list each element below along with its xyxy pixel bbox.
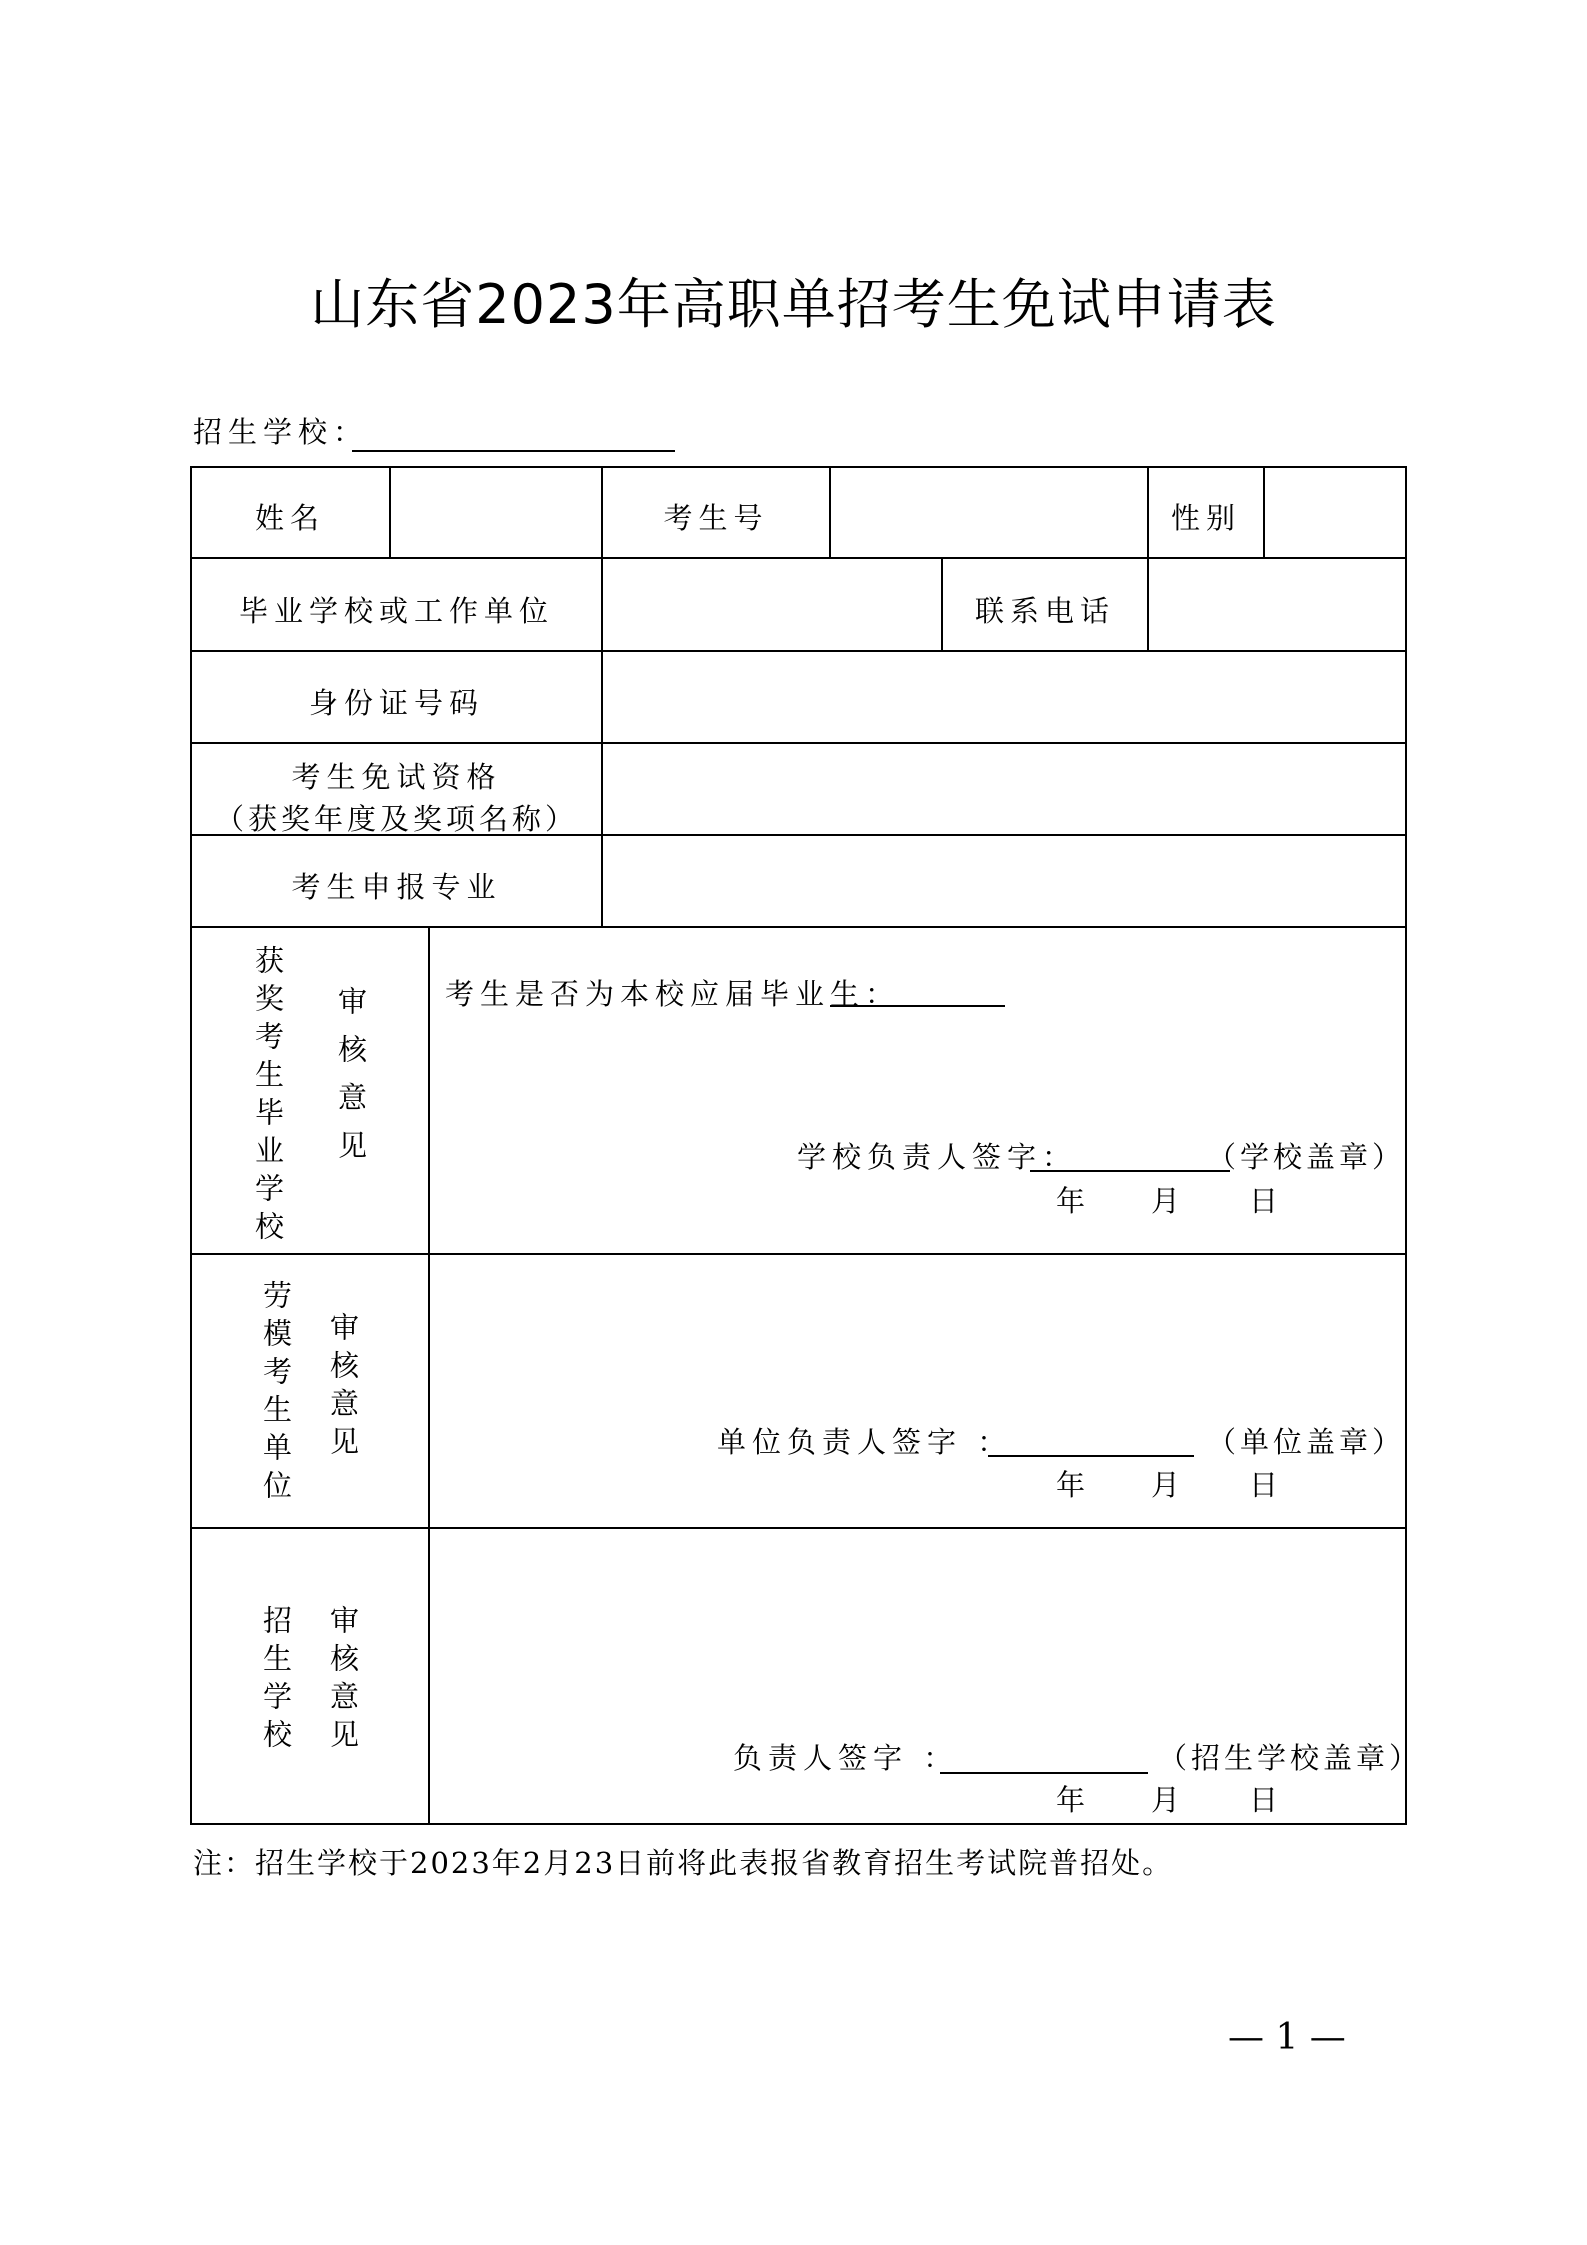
table-border-right [1405,466,1407,1825]
gender-input[interactable] [1265,468,1404,556]
page-number: — 1 — [1228,2017,1346,2058]
major-input[interactable] [603,836,1404,925]
gender-label: 性别 [1170,501,1241,535]
fresh-graduate-answer-field[interactable] [830,1005,1005,1007]
award-question: 考生是否为本校应届毕业生： [445,977,901,1011]
model-worker-date-year: 年 [1056,1468,1092,1502]
qualification-label: 考生免试资格 [291,760,502,794]
admission-school-date-year: 年 [1056,1783,1092,1817]
name-label: 姓名 [254,501,325,535]
admission-school-date-day: 日 [1249,1783,1285,1817]
award-seal-label: （学校盖章） [1207,1140,1406,1174]
table-border-left [190,466,192,1825]
award-section-label: 获奖考生毕业学校 [251,945,285,1249]
model-worker-section-label: 劳模考生单位 [259,1280,293,1508]
row-divider [190,1527,1407,1529]
phone-label: 联系电话 [974,594,1115,628]
admission-school-sign-label: 负责人签字 ： [733,1741,959,1775]
exam-number-input[interactable] [831,468,1146,556]
model-worker-sign-field[interactable] [988,1455,1194,1457]
admission-school-date-month: 月 [1151,1783,1187,1817]
major-label: 考生申报专业 [291,870,502,904]
page-title: 山东省2023年高职单招考生免试申请表 [310,273,1277,336]
model-worker-sign-label: 单位负责人签字 ： [717,1425,1013,1459]
admission-school-seal-label: （招生学校盖章） [1158,1741,1423,1775]
award-date-year: 年 [1056,1184,1092,1218]
admission-school-review-label: 审核意见 [326,1605,360,1757]
model-worker-review-label: 审核意见 [326,1312,360,1464]
award-sign-label: 学校负责人签字： [797,1140,1078,1174]
row-divider [190,926,1407,928]
qualification-sublabel: （获奖年度及奖项名称） [214,802,578,836]
model-worker-date-month: 月 [1151,1468,1187,1502]
table-border-top [190,466,1407,468]
qualification-input[interactable] [603,744,1404,833]
id-number-label: 身份证号码 [308,686,484,720]
school-or-work-unit-input[interactable] [603,559,940,649]
school-input[interactable] [352,450,675,452]
school-or-work-unit-label: 毕业学校或工作单位 [238,594,554,628]
model-worker-date-day: 日 [1249,1468,1285,1502]
admission-school-section-label: 招生学校 [259,1605,293,1757]
col-divider [428,926,430,1824]
school-label: 招生学校： [193,415,369,449]
row-divider [190,1253,1407,1255]
model-worker-seal-label: （单位盖章） [1207,1425,1406,1459]
award-sign-field[interactable] [1030,1170,1230,1172]
phone-input[interactable] [1149,559,1404,649]
name-input[interactable] [391,468,600,556]
award-review-label: 审核意见 [334,986,368,1178]
award-date-day: 日 [1249,1184,1285,1218]
table-border-bottom [190,1823,1407,1825]
admission-school-sign-field[interactable] [940,1772,1148,1774]
exam-number-label: 考生号 [663,501,769,535]
footnote: 注：招生学校于2023年2月23日前将此表报省教育招生考试院普招处。 [193,1846,1174,1880]
award-date-month: 月 [1151,1184,1187,1218]
id-number-input[interactable] [603,652,1404,741]
